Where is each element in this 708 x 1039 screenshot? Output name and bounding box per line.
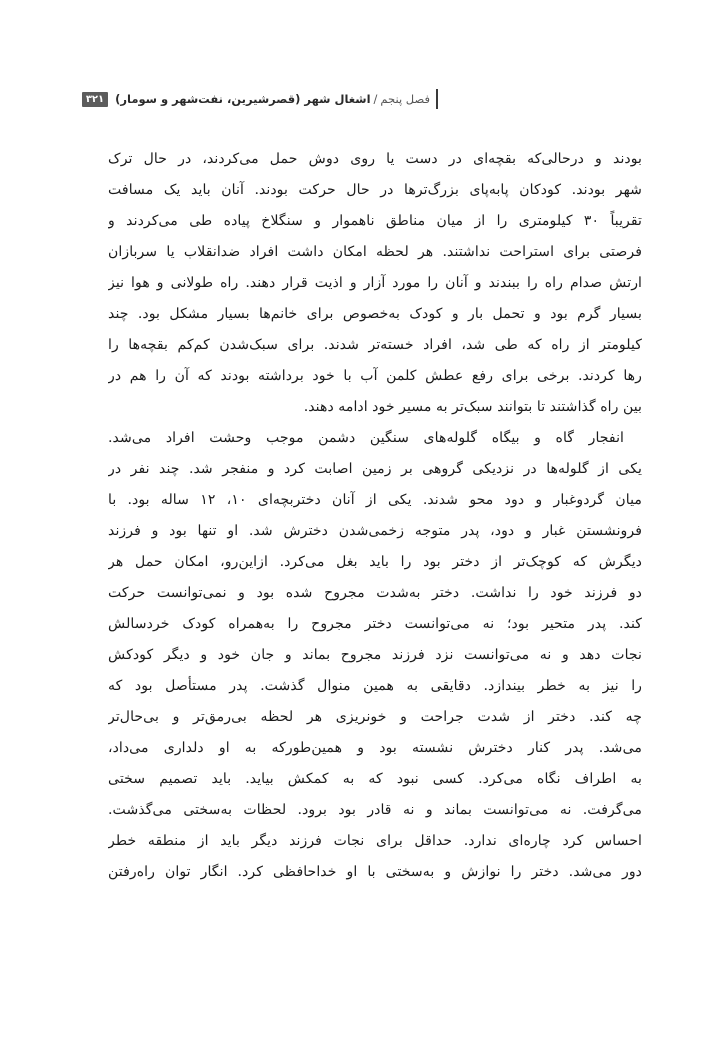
text-line: انفجار گاه و بیگاه گلوله‌های سنگین دشمن موجب وحشت افراد می‌شد. — [108, 430, 624, 446]
text-line: را نیز به خطر بیندازد. دقایقی به همین منوال گذشت. پدر مستأصل بود که — [108, 678, 642, 694]
page-number: ۳۲۱ — [82, 92, 108, 107]
text-line: احساس کرد چاره‌ای ندارد. حداقل برای نجات فرزند دیگر باید از منطقه خطر — [108, 833, 642, 849]
text-line: بودند و درحالی‌که بقچه‌ای در دست یا روی دوش حمل می‌کردند، در حال ترک — [108, 151, 642, 167]
text-line: به اطراف نگاه می‌کرد. کسی نبود که به کمکش بیاید. باید تصمیم سختی — [108, 771, 642, 787]
text-line: فرصتی برای استراحت نداشتند. هر لحظه امکان داشت افراد ضدانقلاب یا سربازان — [108, 244, 642, 260]
text-line: یکی از گلوله‌ها در نزدیکی گروهی بر زمین اصابت کرد و منفجر شد. چند نفر در — [108, 461, 642, 477]
text-line: رها کردند. برخی برای رفع عطش کلمن آب با خود برداشته بودند که آن را هم در — [108, 368, 642, 384]
header-separator: / — [373, 92, 378, 106]
text-line: می‌گرفت. نه می‌توانست بماند و نه قادر بود برود. لحظات به‌سختی می‌گذشت. — [108, 802, 642, 818]
chapter-title: اشغال شهر (قصرشیرین، نفت‌شهر و سومار) — [115, 92, 371, 106]
text-line: کند. پدر متحیر بود؛ نه می‌توانست دختر مجروح را به‌همراه کودک خردسالش — [108, 616, 642, 632]
text-line: ارتش صدام راه را ببندند و آنان را مورد آزار و اذیت قرار دهند. راه طولانی و هوا نیز — [108, 275, 642, 291]
text-line: می‌شد. پدر کنار دخترش نشسته بود و همین‌طورکه به او دلداری می‌داد، — [108, 740, 642, 756]
header-rule — [436, 89, 438, 109]
running-header — [82, 88, 438, 110]
text-line: کیلومتر از راه که طی شد، افراد خسته‌تر شدند. برای سبک‌شدن کم‌کم بقچه‌ها را — [108, 337, 642, 353]
text-line: دو فرزند خود را نداشت. دختر به‌شدت مجروح شده بود و نمی‌توانست حرکت — [108, 585, 642, 601]
text-line: نجات دهد و نه می‌توانست نزد فرزند مجروح بماند و جان خود و دیگر کودکش — [108, 647, 642, 663]
paragraph-2 — [108, 423, 642, 888]
chapter-label: فصل پنجم — [380, 92, 430, 106]
text-line: میان گردوغبار و دود محو شدند. یکی از آنان دختربچه‌ای ۱۰، ۱۲ ساله بود. با — [108, 492, 642, 508]
text-line: تقریباً ۳۰ کیلومتری را از میان مناطق ناهموار و سنگلاخ پیاده طی می‌کردند و — [108, 213, 642, 229]
text-line: دیگرش که کوچک‌تر از دختر بود را باید بغل می‌کرد. ازاین‌رو، امکان حمل هر — [108, 554, 642, 570]
text-line: شهر بودند. کودکان پابه‌پای بزرگ‌ترها در حال حرکت بودند. آنان باید یک مسافت — [108, 182, 642, 198]
text-line: بین راه گذاشتند تا بتوانند سبک‌تر به مسیر خود ادامه دهند. — [303, 399, 642, 415]
text-line: بسیار گرم بود و تحمل بار و کودک به‌خصوص برای خانم‌ها بسیار مشکل بود. چند — [108, 306, 642, 322]
text-line: چه کند. دختر از شدت جراحت و خونریزی هر لحظه بی‌رمق‌تر و بی‌حال‌تر — [108, 709, 642, 725]
paragraph-1 — [108, 144, 642, 423]
body-text — [108, 144, 642, 888]
text-line: فرونشستن غبار و دود، پدر متوجه زخمی‌شدن دخترش شد. او تنها بود و فرزند — [108, 523, 642, 539]
text-line: دور می‌شد. دختر را نوازش و به‌سختی با او خداحافظی کرد. انگار توان راه‌رفتن — [108, 864, 642, 880]
